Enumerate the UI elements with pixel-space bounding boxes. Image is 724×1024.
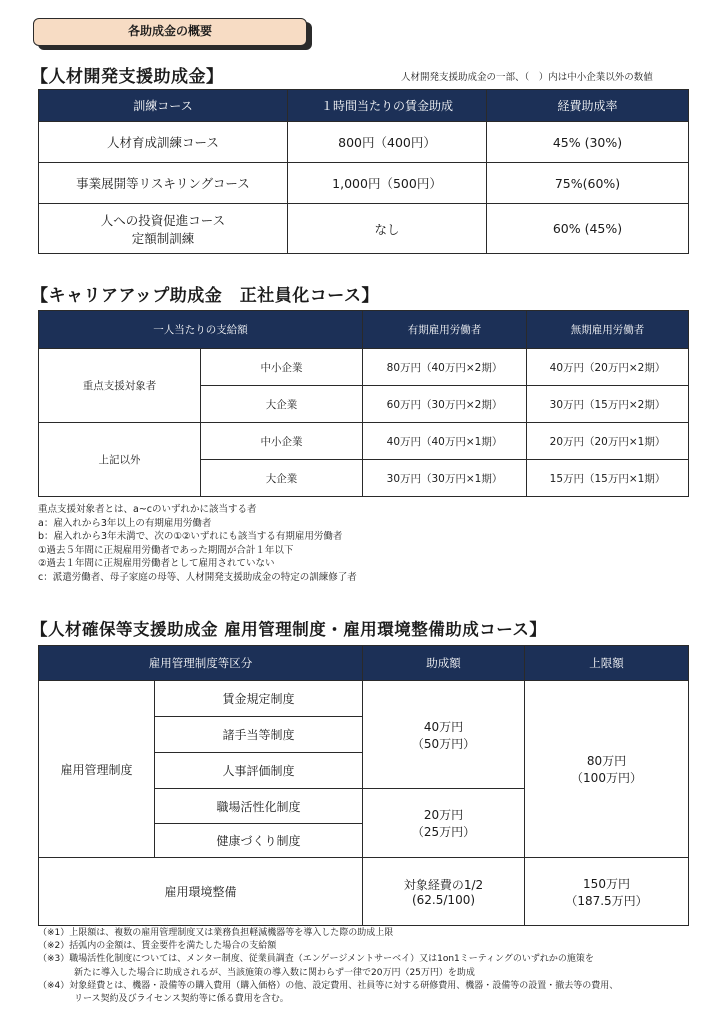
header-tab: 各助成金の概要 bbox=[33, 18, 307, 46]
rate-cell: 75%(60%) bbox=[487, 163, 689, 204]
size-cell: 中小企業 bbox=[201, 349, 363, 386]
fixed-cell: 30万円（30万円×1期） bbox=[363, 460, 527, 497]
amount-sub: （50万円） bbox=[411, 736, 476, 751]
env-limit-main: 150万円 bbox=[583, 876, 630, 891]
env-limit-sub: （187.5万円） bbox=[565, 893, 648, 908]
subsidy-table-2 bbox=[38, 310, 689, 497]
group-cell: 雇用管理制度 bbox=[39, 681, 155, 858]
header-cell: １時間当たりの賃金助成 bbox=[288, 90, 487, 122]
limit-cell bbox=[525, 681, 689, 858]
size-cell: 大企業 bbox=[201, 460, 363, 497]
group-cell: 重点支援対象者 bbox=[39, 349, 201, 423]
indef-cell: 20万円（20万円×1期） bbox=[527, 423, 689, 460]
section3-title: 【人材確保等支援助成金 雇用管理制度・雇用環境整備助成コース】 bbox=[31, 620, 547, 639]
wage-cell: 1,000円（500円） bbox=[288, 163, 487, 204]
note-line: a：雇入れから3年以上の有期雇用労働者 bbox=[38, 517, 212, 529]
footnote-line: 新たに導入した場合に助成されるが、当該施策の導入数に関わらず一律で20万円（25万円）を助成 bbox=[38, 967, 475, 978]
item-cell: 健康づくり制度 bbox=[155, 824, 363, 858]
table-row bbox=[39, 163, 689, 204]
limit-main: 80万円 bbox=[586, 754, 627, 768]
note-line: ②過去１年間に正規雇用労働者として雇用されていない bbox=[38, 558, 275, 569]
header-cell: 上限額 bbox=[525, 646, 689, 681]
size-cell: 中小企業 bbox=[201, 423, 363, 460]
amount-cell bbox=[363, 681, 525, 789]
note-line: ①過去５年間に正規雇用労働者であった期間が合計１年以下 bbox=[38, 544, 294, 556]
section1-note: 人材開発支援助成金の一部、（ ）内は中小企業以外の数値 bbox=[401, 72, 653, 83]
table-row bbox=[39, 349, 689, 386]
env-label-cell: 雇用環境整備 bbox=[39, 858, 363, 926]
course-line-1: 人への投資促進コース bbox=[100, 212, 226, 228]
section3-footnotes bbox=[38, 927, 618, 1006]
header-cell: 有期雇用労働者 bbox=[363, 311, 527, 349]
amount-cell bbox=[363, 789, 525, 858]
env-amount-sub: (62.5/100) bbox=[411, 893, 476, 907]
subsidy-table-3 bbox=[38, 645, 689, 926]
course-cell: 事業展開等リスキリングコース bbox=[39, 163, 288, 204]
course-cell: 人材育成訓練コース bbox=[39, 122, 288, 163]
wage-cell: 800円（400円） bbox=[288, 122, 487, 163]
footnote-line: リース契約及びライセンス契約等に係る費用を含む。 bbox=[38, 994, 289, 1005]
env-amount-cell bbox=[363, 858, 525, 926]
indef-cell: 40万円（20万円×2期） bbox=[527, 349, 689, 386]
note-line: c：派遣労働者、母子家庭の母等、人材開発支援助成金の特定の訓練修了者 bbox=[38, 571, 357, 583]
env-amount-main: 対象経費の1/2 bbox=[403, 878, 484, 892]
amount-sub: （25万円） bbox=[411, 825, 476, 839]
header-cell: 経費助成率 bbox=[487, 90, 689, 122]
table-row bbox=[39, 423, 689, 460]
header-cell: 無期雇用労働者 bbox=[527, 311, 689, 349]
group-cell: 上記以外 bbox=[39, 423, 201, 497]
amount-main: 40万円 bbox=[423, 719, 464, 734]
subsidy-table-1 bbox=[38, 89, 689, 254]
wage-cell: なし bbox=[288, 204, 487, 254]
indef-cell: 30万円（15万円×2期） bbox=[527, 386, 689, 423]
limit-sub: （100万円） bbox=[571, 771, 642, 785]
footnote-line: （※3）職場活性化制度については、メンター制度、従業員調査（エンゲージメントサーベイ）又は1on1ミーティングのいずれかの施策を bbox=[38, 954, 594, 965]
note-line: 重点支援対象者とは、a~cのいずれかに該当する者 bbox=[38, 504, 257, 515]
amount-main: 20万円 bbox=[423, 808, 464, 822]
header-cell: 雇用管理制度等区分 bbox=[39, 646, 363, 681]
table-row bbox=[39, 122, 689, 163]
fixed-cell: 40万円（40万円×1期） bbox=[363, 423, 527, 460]
course-cell bbox=[39, 204, 288, 254]
table-row bbox=[39, 681, 689, 717]
rate-cell: 45% (30%) bbox=[487, 122, 689, 163]
env-limit-cell bbox=[525, 858, 689, 926]
footnote-line: （※4）対象経費とは、機器・設備等の購入費用（購入価格）の他、設定費用、社員等に対する研修費用、機器・設備等の設置・撤去等の費用、 bbox=[38, 980, 619, 991]
course-line-2: 定額制訓練 bbox=[131, 230, 195, 246]
header-cell: 訓練コース bbox=[39, 90, 288, 122]
indef-cell: 15万円（15万円×1期） bbox=[527, 460, 689, 497]
table-row bbox=[39, 204, 689, 254]
section1-title: 【人材開発支援助成金】 bbox=[31, 67, 224, 87]
section2-notes bbox=[38, 503, 357, 584]
header-cell: 一人当たりの支給額 bbox=[39, 311, 363, 349]
item-cell: 職場活性化制度 bbox=[155, 789, 363, 824]
footnote-line: （※2）括弧内の金額は、賃金要件を満たした場合の支給額 bbox=[38, 941, 277, 952]
fixed-cell: 80万円（40万円×2期） bbox=[363, 349, 527, 386]
item-cell: 賃金規定制度 bbox=[155, 681, 363, 717]
footnote-line: （※1）上限額は、複数の雇用管理制度又は業務負担軽減機器等を導入した際の助成上限 bbox=[38, 928, 394, 938]
item-cell: 人事評価制度 bbox=[155, 753, 363, 789]
note-line: b：雇入れから3年未満で、次の①②いずれにも該当する有期雇用労働者 bbox=[38, 531, 343, 542]
header-cell: 助成額 bbox=[363, 646, 525, 681]
fixed-cell: 60万円（30万円×2期） bbox=[363, 386, 527, 423]
size-cell: 大企業 bbox=[201, 386, 363, 423]
table-row bbox=[39, 858, 689, 926]
rate-cell: 60% (45%) bbox=[487, 204, 689, 254]
item-cell: 諸手当等制度 bbox=[155, 717, 363, 753]
section2-title: 【キャリアアップ助成金 正社員化コース】 bbox=[31, 286, 379, 306]
